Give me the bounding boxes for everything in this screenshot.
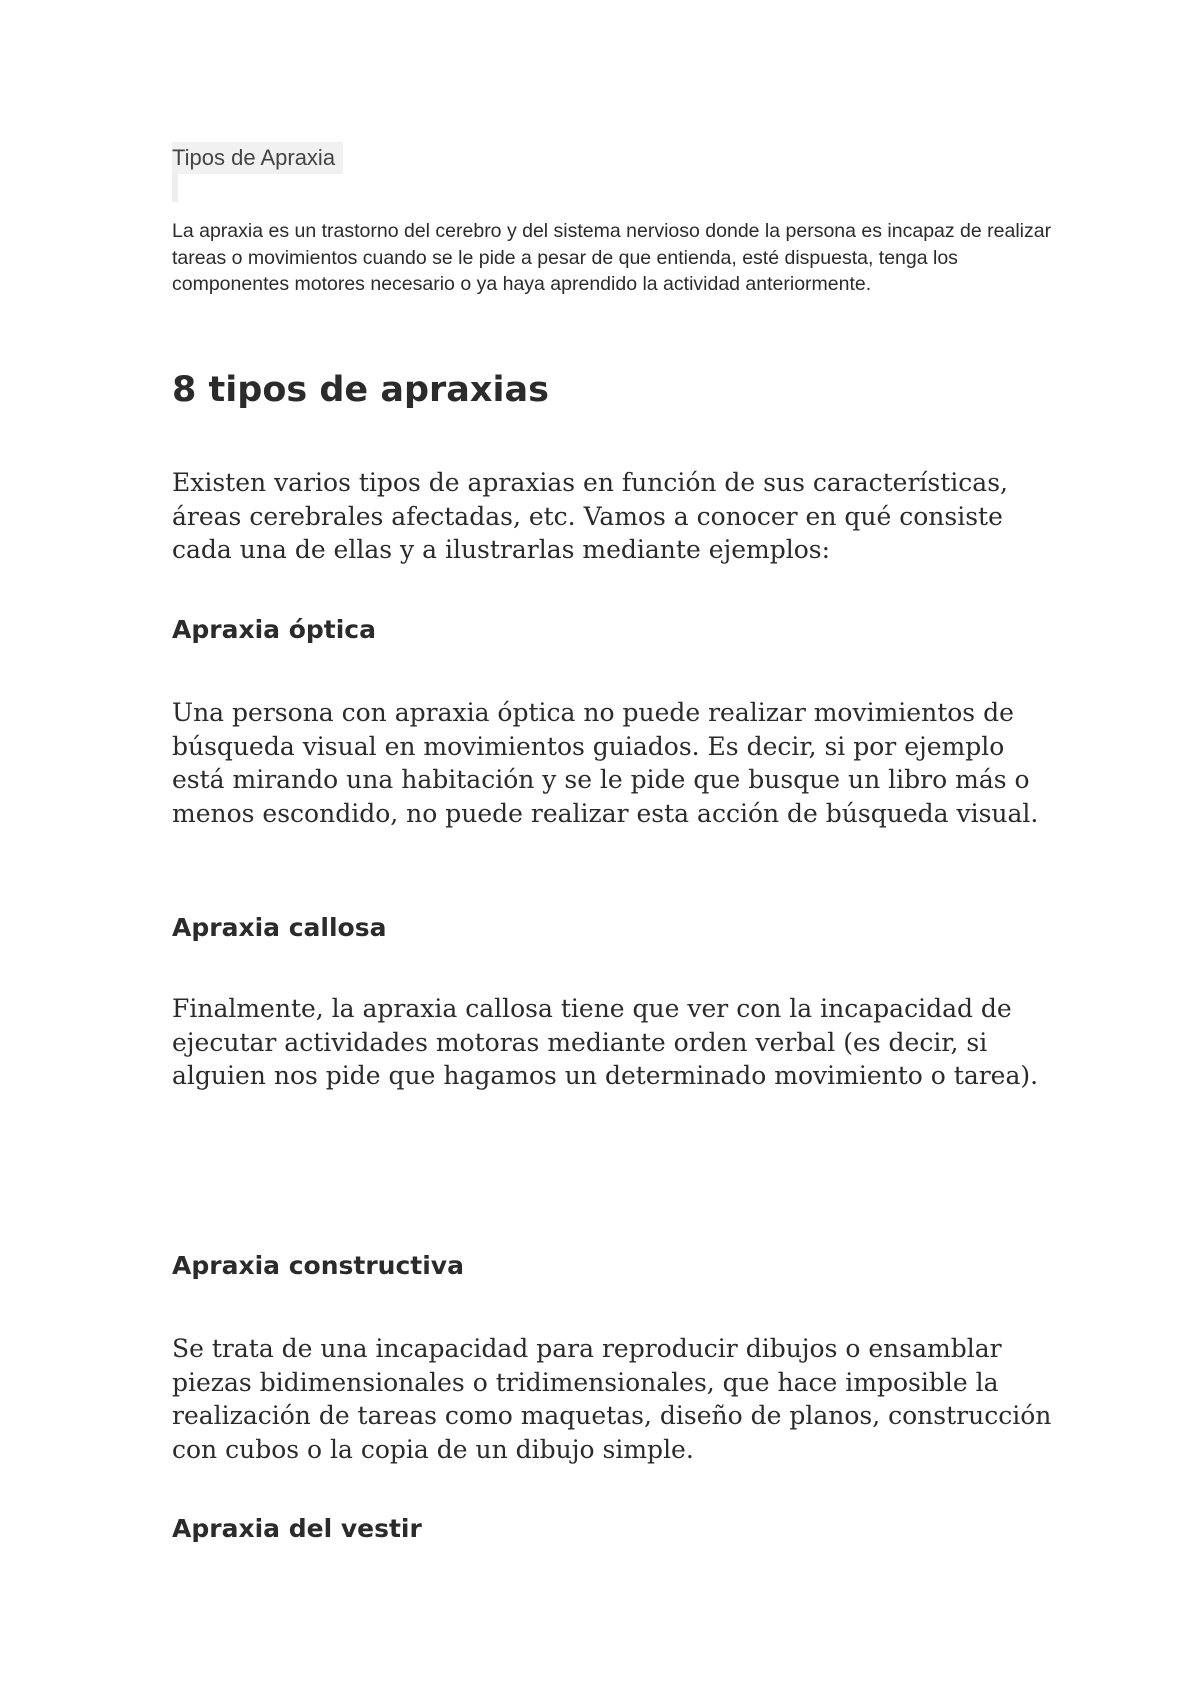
section-heading-constructiva: Apraxia constructiva: [172, 1251, 464, 1280]
intro-paragraph: La apraxia es un trastorno del cerebro y del sistema nervioso donde la persona es incapaz de realizar tareas o movimientos cuando se le pide a pesar de que entienda, esté dispuesta, tenga los componentes motores necesario o ya haya aprendido la actividad anteriormente.: [172, 220, 1052, 295]
empty-paragraph-marker: [172, 172, 178, 202]
section-heading-callosa: Apraxia callosa: [172, 913, 387, 942]
section-heading-vestir: Apraxia del vestir: [172, 1514, 422, 1543]
section-body-constructiva: Se trata de una incapacidad para reproducir dibujos o ensamblar piezas bidimensionales o tridimensionales, que hace imposible la realización de tareas como maquetas, diseño de planos, construcción con cubos o la copia de un dibujo simple.: [172, 1334, 1052, 1464]
main-heading: 8 tipos de apraxias: [172, 370, 549, 410]
section-heading-optica: Apraxia óptica: [172, 615, 376, 644]
document-title: Tipos de Apraxia: [172, 142, 343, 174]
section-body-callosa: Finalmente, la apraxia callosa tiene que ver con la incapacidad de ejecutar actividades motoras mediante orden verbal (es decir, si alguien nos pide que hagamos un determinado movimiento o tarea).: [172, 994, 1039, 1090]
lead-paragraph: Existen varios tipos de apraxias en función de sus características, áreas cerebrales afectadas, etc. Vamos a conocer en qué consiste cada una de ellas y a ilustrarlas mediante ejemplos:: [172, 468, 1008, 564]
section-body-optica: Una persona con apraxia óptica no puede realizar movimientos de búsqueda visual en movimientos guiados. Es decir, si por ejemplo está mirando una habitación y se le pide que busque un libro más o menos escondido, no puede realizar esta acción de búsqueda visual.: [172, 698, 1039, 828]
